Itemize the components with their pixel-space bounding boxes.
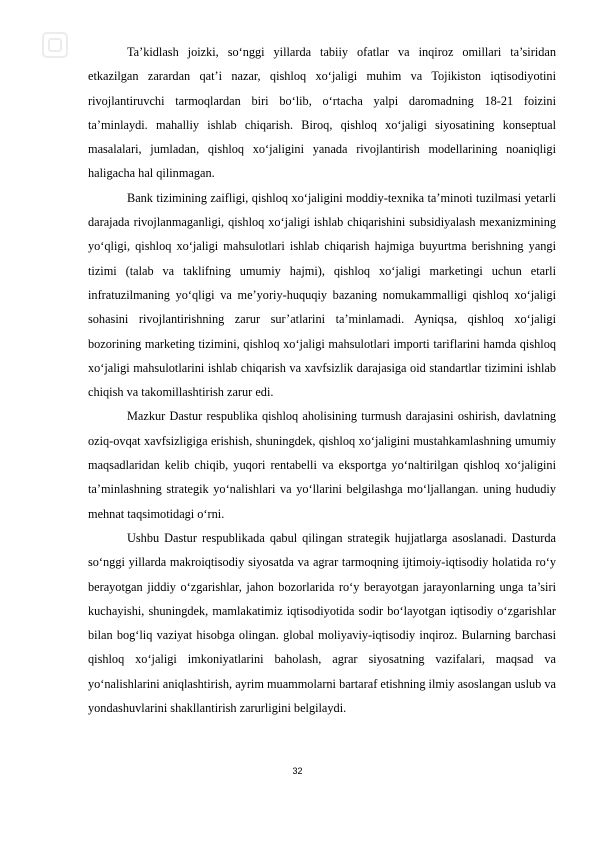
watermark-logo-icon (40, 30, 70, 60)
paragraph-1: Ta’kidlash joizki, so‘nggi yillarda tabiiy ofatlar va inqiroz omillari ta’siridan etkazilgan zarardan qat’i nazar, qishloq xo‘jaligi muhim va Tojikiston iqtisodiyotini rivojlantiruvchi tarmoqlardan biri bo‘lib, o‘rtacha yalpi daromadning 18-21 foizini ta’minlaydi. mahalliy ishlab chiqarish. Biroq, qishloq xo‘jaligi siyosatining konseptual masalalari, jumladan, qishloq xo‘jaligini yanada rivojlantirish modellarining noaniqligi haligacha hal qilinmagan. (88, 45, 556, 181)
paragraph-2: Bank tizimining zaifligi, qishloq xo‘jaligini moddiy-texnika ta’minoti tuzilmasi yetarli darajada rivojlanmaganligi, qishloq xo‘jaligi ishlab chiqarishini subsidiyalash mexanizmining yo‘qligi, qishloq xo‘jaligi mahsulotlari ishlab chiqarish hajmiga buyurtma berishning yangi tizimi (talab va taklifning umumiy hajmi), qishloq xo‘jaligi marketingi uchun etarli infratuzilmaning yo‘qligi va me’yoriy-huquqiy bazaning nomukammalligi qishloq xo‘jaligi sohasini rivojlantirishning zarur sur’atlarini ta’minlamadi. Ayniqsa, qishloq xo‘jaligi bozorining marketing tizimini, qishloq xo‘jaligi mahsulotlari importi tariflarini hamda qishloq xo‘jaligi mahsulotlarini ishlab chiqarish va xavfsizlik darajasiga oid standartlar tizimini ishlab chiqish va takomillashtirish zarur edi. (88, 190, 556, 400)
page-number: 32 (292, 766, 303, 776)
paragraph-3: Mazkur Dastur respublika qishloq aholisining turmush darajasini oshirish, davlatning oziq-ovqat xavfsizligiga erishish, shuningdek, qishloq xo‘jaligini mustahkamlashning umumiy maqsadlaridan kelib chiqib, yuqori rentabelli va eksportga yo‘naltirilgan qishloq xo‘jaligini ta’minlashning strategik yo‘nalishlari va yo‘llarini belgilashga mo‘ljallangan. uning hududiy mehnat taqsimotidagi o‘rni. (88, 409, 556, 521)
document-body (88, 40, 556, 720)
paragraph-4: Ushbu Dastur respublikada qabul qilingan strategik hujjatlarga asoslanadi. Dasturda so‘nggi yillarda makroiqtisodiy siyosatda va agrar tarmoqning ijtimoiy-iqtisodiy holatida ro‘y berayotgan jiddiy o‘zgarishlar, jahon bozorlarida ro‘y berayotgan jarayonlarning unga ta’siri kuchayishi, shuningdek, mamlakatimiz iqtisodiyotida sodir bo‘layotgan iqtisodiy o‘zgarishlar bilan bog‘liq vaziyat hisobga olingan. global moliyaviy-iqtisodiy inqiroz. Bularning barchasi qishloq xo‘jaligi imkoniyatlarini baholash, agrar siyosatning vazifalari, maqsad va yo‘nalishlarini aniqlashtirish, ayrim muammolarni bartaraf etishning ilmiy asoslangan uslub va yondashuvlarini shakllantirish zarurligini belgilaydi. (88, 530, 556, 716)
